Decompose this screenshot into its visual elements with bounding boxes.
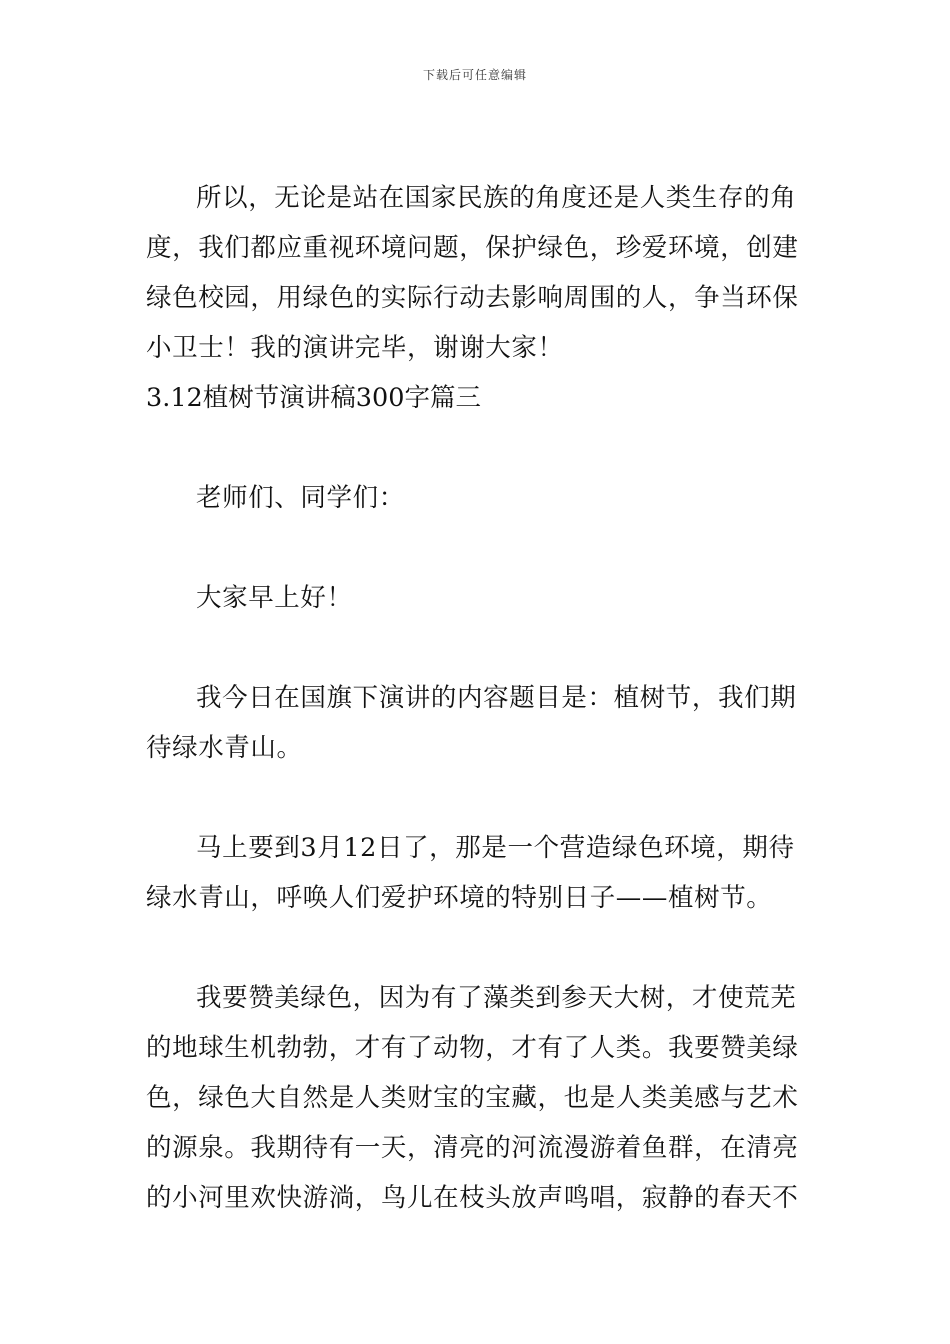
paragraph-line: 待绿水青山。: [146, 733, 303, 763]
paragraph-line: 绿水青山，呼唤人们爱护环境的特别日子——植树节。: [146, 883, 773, 913]
paragraph-line: 所以，无论是站在国家民族的角度还是人类生存的角: [196, 183, 797, 213]
paragraph-line: 马上要到3月12日了，那是一个营造绿色环境，期待: [196, 833, 795, 863]
paragraph-line: 小卫士！我的演讲完毕，谢谢大家！: [146, 333, 564, 363]
paragraph-line: 的源泉。我期待有一天，清亮的河流漫游着鱼群，在清亮: [146, 1133, 799, 1163]
paragraph-line: 的地球生机勃勃，才有了动物，才有了人类。我要赞美绿: [146, 1033, 799, 1063]
section-title: 3.12植树节演讲稿300字篇三: [146, 383, 481, 413]
paragraph-line: 绿色校园，用绿色的实际行动去影响周围的人，争当环保: [146, 283, 799, 313]
morning-line: 大家早上好！: [196, 583, 353, 613]
page-header-note: 下载后可任意编辑: [422, 68, 527, 82]
paragraph-line: 的小河里欢快游淌，鸟儿在枝头放声鸣唱，寂静的春天不: [146, 1183, 799, 1213]
paragraph-line: 我今日在国旗下演讲的内容题目是：植树节，我们期: [196, 683, 797, 713]
paragraph-line: 度，我们都应重视环境问题，保护绿色，珍爱环境，创建: [146, 233, 799, 263]
paragraph-line: 色，绿色大自然是人类财宝的宝藏，也是人类美感与艺术: [146, 1083, 799, 1113]
paragraph-line: 我要赞美绿色，因为有了藻类到参天大树，才使荒芜: [196, 983, 797, 1013]
greeting-line: 老师们、同学们：: [196, 483, 405, 513]
